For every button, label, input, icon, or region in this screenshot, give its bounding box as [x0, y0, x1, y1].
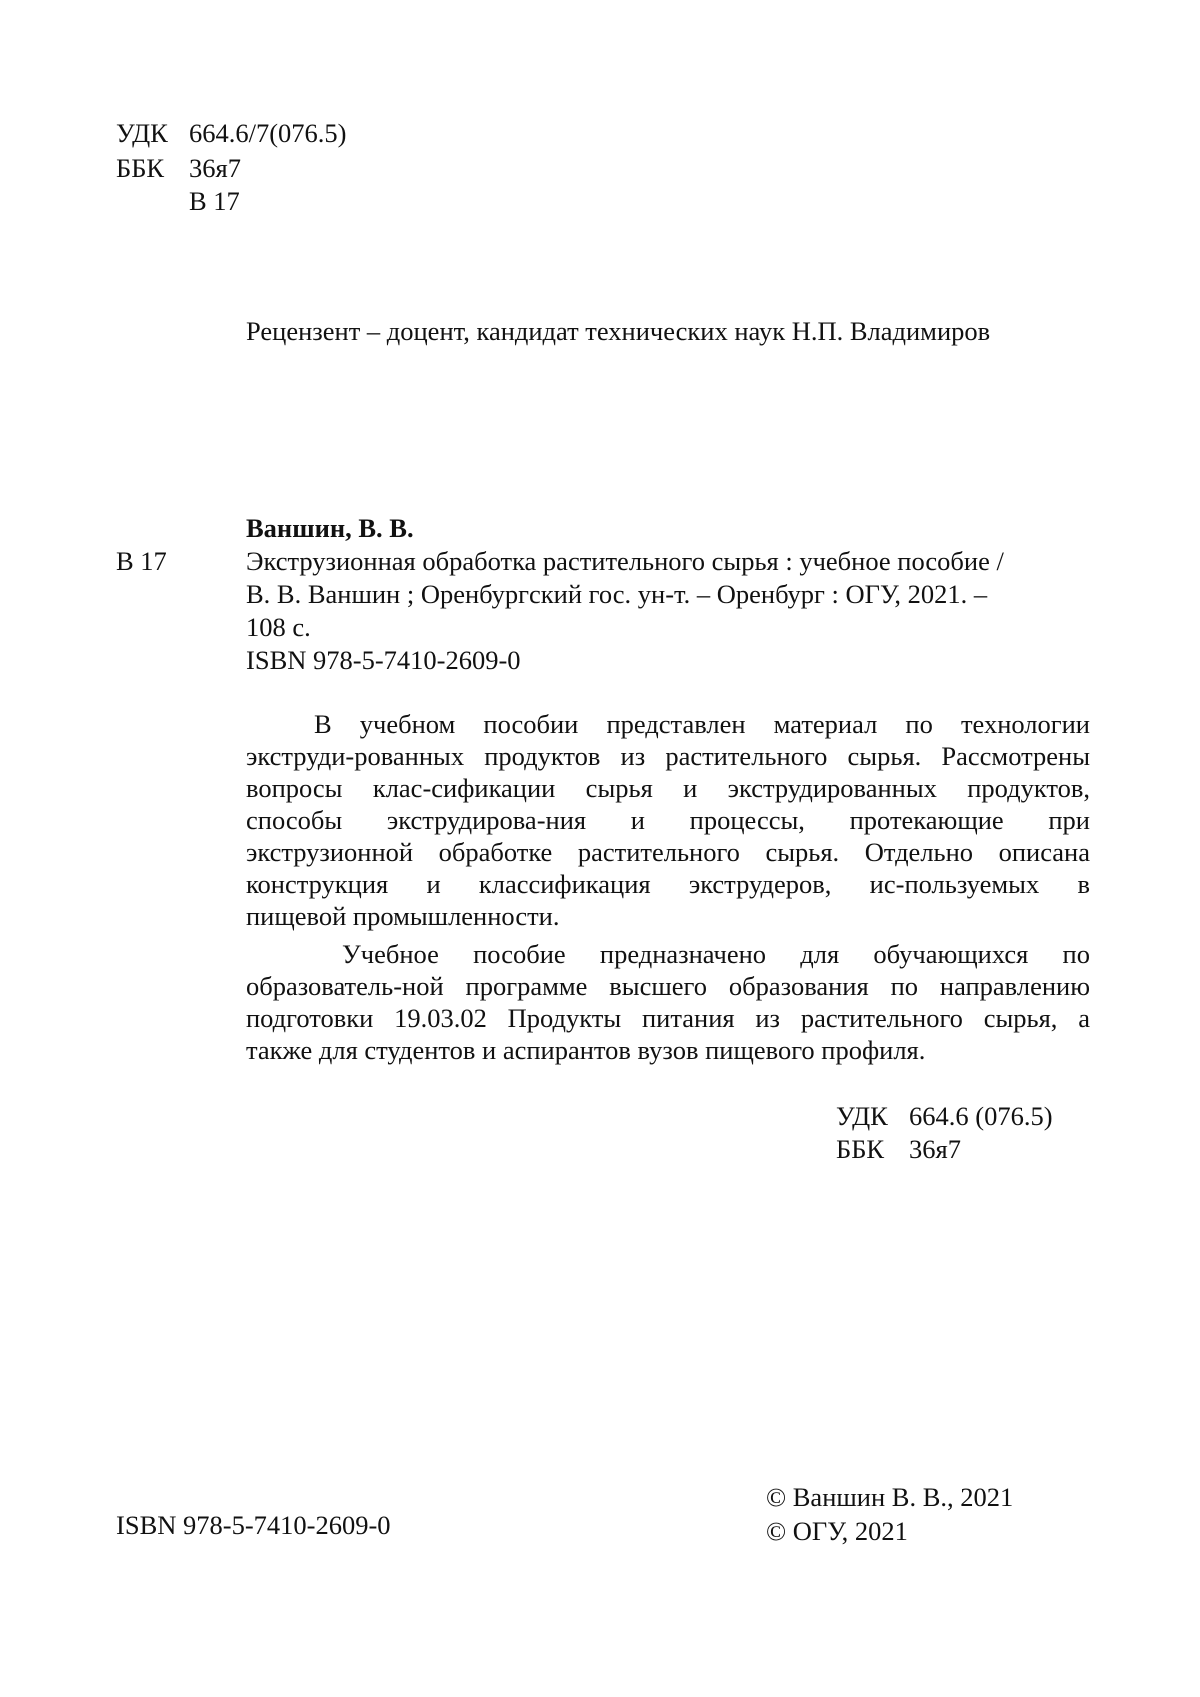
annotation-paragraph-1 [246, 708, 1090, 932]
classification-udk-label: УДК [836, 1103, 888, 1130]
reviewer-line: Рецензент – доцент, кандидат технических наук Н.П. Владимиров [246, 318, 990, 345]
footer-isbn: ISBN 978-5-7410-2609-0 [116, 1512, 391, 1539]
annotation-line: вопросы клас-сификации сырья и экструдированных продуктов, [246, 772, 1090, 804]
record-isbn: ISBN 978-5-7410-2609-0 [246, 647, 521, 674]
record-responsibility-line: В. В. Ваншин ; Оренбургский гос. ун-т. – Оренбург : ОГУ, 2021. – [246, 581, 987, 608]
annotation-line: экструди-рованных продуктов из растительного сырья. Рассмотрены [246, 740, 1090, 772]
annotation-line: подготовки 19.03.02 Продукты питания из растительного сырья, а [246, 1002, 1090, 1034]
header-bbk-value: 36я7 [189, 155, 241, 182]
classification-bbk-value: 36я7 [909, 1136, 961, 1163]
classification-udk-value: 664.6 (076.5) [909, 1103, 1053, 1130]
annotation-paragraph-2 [246, 938, 1090, 1066]
annotation-line: экструзионной обработке растительного сырья. Отдельно описана [246, 836, 1090, 868]
annotation-line: В учебном пособии представлен материал по технологии [246, 708, 1090, 740]
header-bbk-label: ББК [116, 155, 164, 182]
classification-bbk-label: ББК [836, 1136, 884, 1163]
annotation-line: способы экструдирова-ния и процессы, протекающие при [246, 804, 1090, 836]
annotation-line: также для студентов и аспирантов вузов пищевого профиля. [246, 1034, 1090, 1066]
copyright-org: © ОГУ, 2021 [766, 1518, 908, 1545]
annotation-line: пищевой промышленности. [246, 900, 1090, 932]
record-title-line: Экструзионная обработка растительного сырья : учебное пособие / [246, 548, 1004, 575]
annotation-line: конструкция и классификация экструдеров, ис-пользуемых в [246, 868, 1090, 900]
record-author: Ваншин, В. В. [246, 515, 414, 542]
annotation-line: Учебное пособие предназначено для обучающихся по [246, 938, 1090, 970]
record-pages: 108 с. [246, 614, 311, 641]
header-author-mark: В 17 [189, 188, 240, 215]
copyright-author: © Ваншин В. В., 2021 [766, 1484, 1013, 1511]
annotation-line: образователь-ной программе высшего образования по направлению [246, 970, 1090, 1002]
record-mark: В 17 [116, 548, 167, 575]
header-udk-label: УДК [116, 120, 168, 147]
header-udk-value: 664.6/7(076.5) [189, 120, 347, 147]
